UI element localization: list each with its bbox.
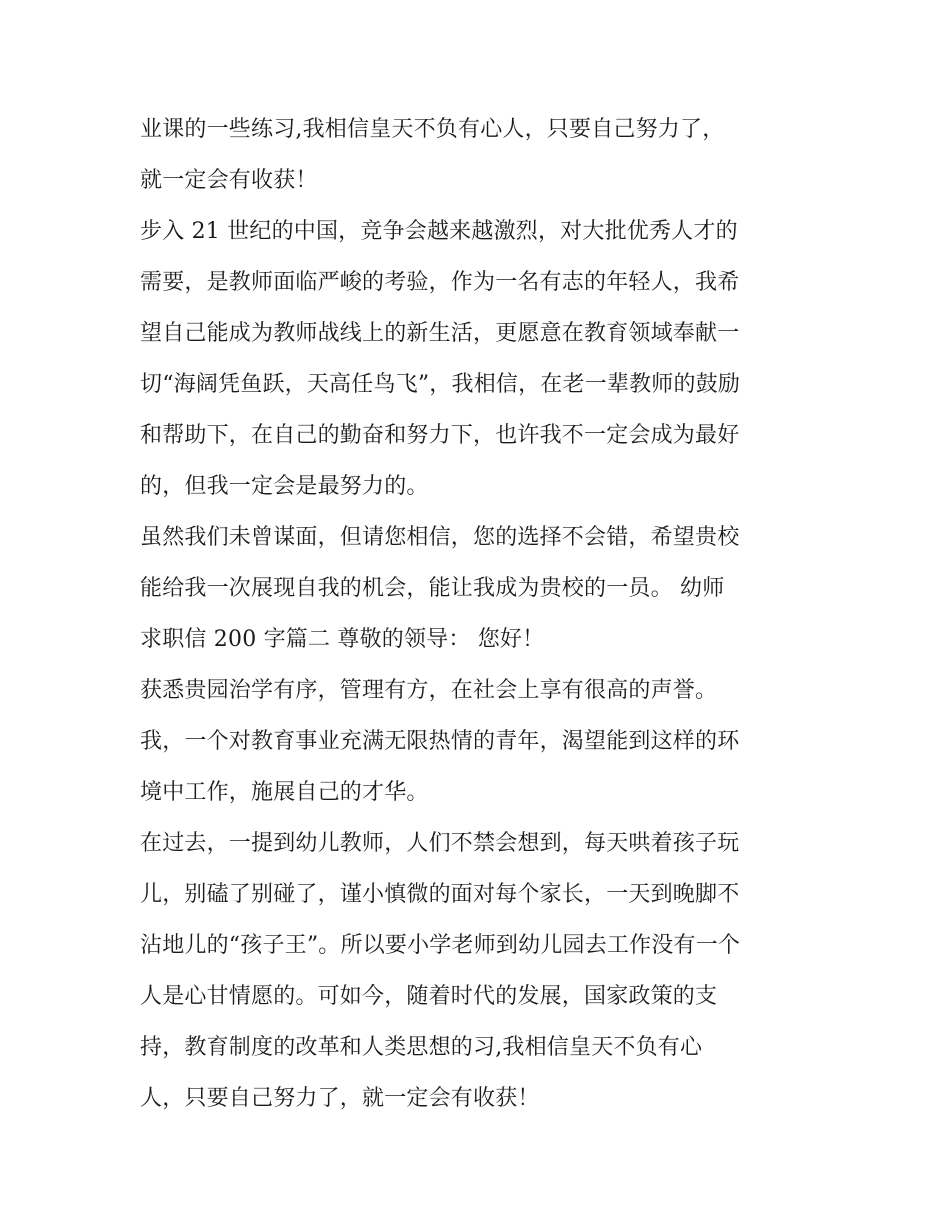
text-line: 儿，别磕了别碰了，谨小慎微的面对每个家长，一天到晚脚不 [140,882,740,907]
text-line: 获悉贵园治学有序，管理有方，在社会上享有很高的声誉。 [140,678,718,703]
text-line: 在过去，一提到幼儿教师，人们不禁会想到，每天哄着孩子玩 [140,831,740,856]
text-line: 虽然我们未曾谋面，但请您相信，您的选择不会错，希望贵校 [140,525,740,550]
text-line: 就一定会有收获！ [140,168,318,193]
text-line: 的，但我一定会是最努力的。 [140,474,429,499]
text-line: 求职信 200 字篇二 尊敬的领导： 您好！ [140,627,545,652]
text-line: 能给我一次展现自我的机会，能让我成为贵校的一员。 幼师 [140,576,725,601]
text-line: 人是心甘情愿的。可如今，随着时代的发展，国家政策的支 [140,984,718,1009]
text-line: 切“海阔凭鱼跃，天高任鸟飞”，我相信，在老一辈教师的鼓励 [140,372,741,397]
text-line: 和帮助下，在自己的勤奋和努力下，也许我不一定会成为最好 [140,423,740,448]
text-line: 步入 21 世纪的中国，竞争会越来越激烈，对大批优秀人才的 [140,219,738,244]
text-line: 我，一个对教育事业充满无限热情的青年，渴望能到这样的环 [140,729,740,754]
text-line: 境中工作，施展自己的才华。 [140,780,429,805]
text-line: 人，只要自己努力了，就一定会有收获！ [140,1086,540,1111]
body-text [140,104,840,1124]
text-line: 持，教育制度的改革和人类思想的习,我相信皇天不负有心 [140,1035,703,1060]
text-line: 沾地儿的“孩子王”。所以要小学老师到幼儿园去工作没有一个 [140,933,741,958]
text-line: 业课的一些练习,我相信皇天不负有心人，只要自己努力了， [140,117,725,142]
text-line: 望自己能成为教师战线上的新生活，更愿意在教育领域奉献一 [140,321,740,346]
text-line: 需要，是教师面临严峻的考验，作为一名有志的年轻人，我希 [140,270,740,295]
